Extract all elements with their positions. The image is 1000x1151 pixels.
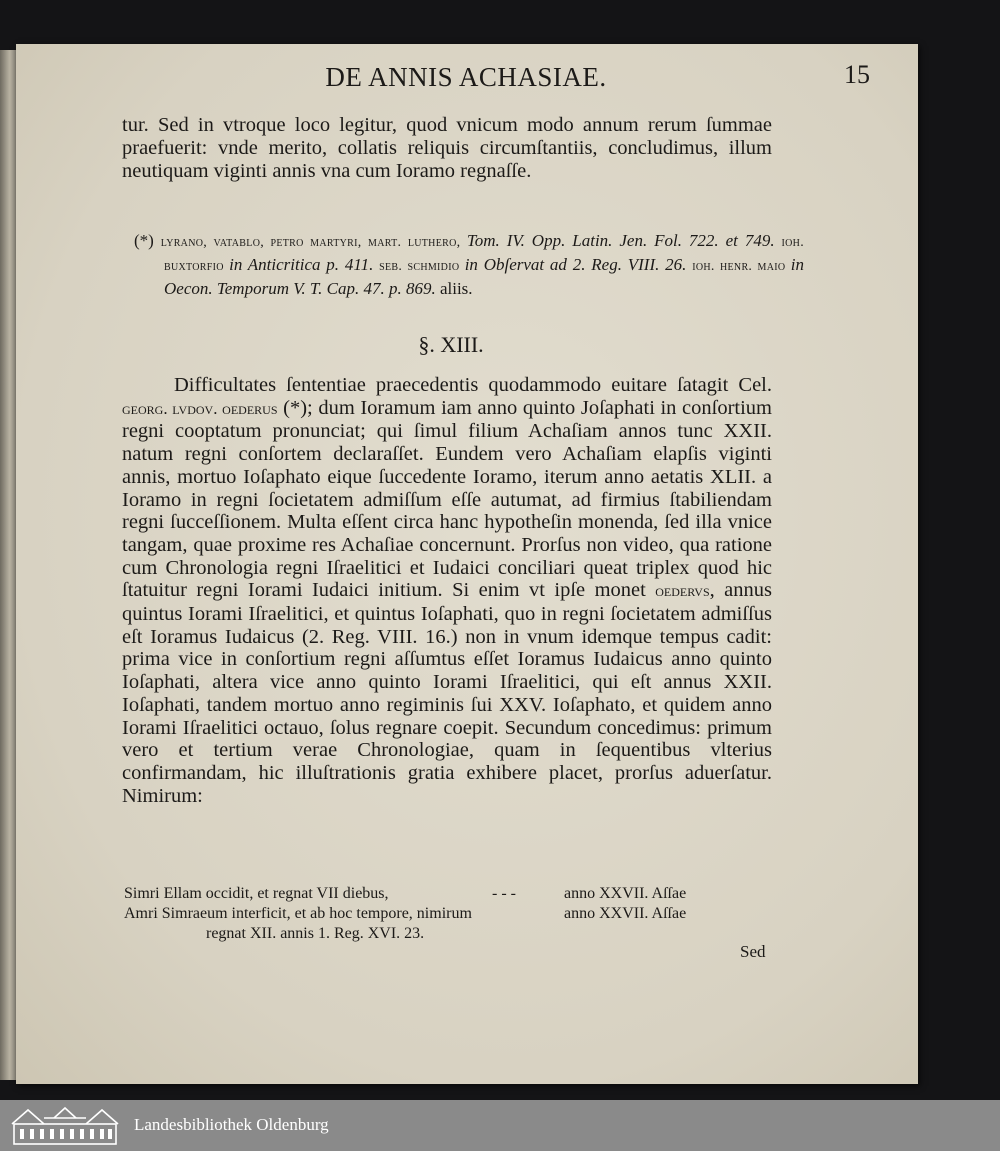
book-page — [16, 44, 918, 1084]
text-run: seb. schmidio — [379, 259, 465, 274]
chronology-table — [124, 884, 724, 944]
library-building-icon — [8, 1104, 122, 1148]
text-run: in Obſervat ad 2. Reg. VIII. 26. — [464, 255, 693, 274]
library-name: Landesbibliothek Oldenburg — [134, 1115, 329, 1134]
facing-page-edge — [0, 50, 16, 1080]
table-row-leader: - - - — [492, 885, 516, 902]
text-run: in Oecon. Temporum V. T. Cap. 47. p. 869. — [164, 255, 805, 298]
table-row-text: Amri Simraeum interficit, et ab hoc tempore, nimirum — [124, 905, 472, 922]
running-head: DE ANNIS ACHASIAE. — [325, 62, 607, 92]
table-row-continuation: regnat XII. annis 1. Reg. XVI. 23. — [206, 925, 425, 942]
paragraph-1 — [122, 114, 772, 183]
paragraph-2 — [122, 374, 772, 807]
section-title: §. XIII. — [418, 332, 484, 357]
paragraph-1-text: Sed in vtroque loco legitur, quod vnicum modo annum rerum ſummae praefuerit: vnde merito, collatis reliquis circumſtantiis, concludimus, illum neutiquam viginti annis vna cum Ioramo regnaſſe. — [122, 114, 773, 182]
footnote — [134, 230, 804, 300]
table-row — [124, 904, 724, 924]
text-run: lyrano, vatablo, petro martyri, mart. luthero, — [160, 235, 467, 250]
table-row — [124, 884, 724, 904]
text-run: georg. lvdov. oederus — [122, 398, 278, 418]
table-row-value: anno XXVII. Aſſae — [564, 905, 687, 922]
text-run: Tom. IV. Opp. Latin. Jen. Fol. 722. et 749. — [466, 231, 782, 250]
text-run: oedervs — [655, 581, 710, 601]
footnote-marker: (*) — [134, 231, 154, 250]
page-number: 15 — [844, 60, 870, 89]
paragraph-1-first-word: tur. — [122, 114, 149, 136]
text-run: ioh. buxtorfio — [164, 235, 804, 274]
table-row-text: Simri Ellam occidit, et regnat VII diebus, — [124, 885, 389, 902]
text-run: , annus quintus Iorami Iſraelitici, et quintus Ioſaphati, quo in regni ſocietatem admiſſus eſt Ioramus Iudaicus (2. Reg. VIII. 16.) non in vnum idemque tempus cadit: prima vice in conſortium regni aſſumtus eſſet Ioramus Iudaicus anno quinto Ioſaphati, altera vice anno quinto Iorami Iſraelitici, qui eſt annus XXII. Ioſaphati, tandem mortuo anno regiminis ſui XXV. Ioſaphato, et quidem anno Iorami Iſraelitici octauo, ſolus regnare coepit. Secundum concedimus: primum vero et tertium verae Chronologiae, quam in ſequentibus vlterius confirmandam, hic illuſtrationis gratia exhibere placet, prorſus aduerſatur. Nimirum: — [122, 579, 773, 807]
text-run: in Anticritica p. 411. — [229, 255, 380, 274]
text-run: aliis. — [439, 279, 473, 298]
footnote-text — [161, 231, 804, 298]
catchword: Sed — [740, 942, 766, 961]
footer-bar — [0, 1100, 1000, 1151]
text-run: (*); dum Ioramum iam anno quinto Joſaphati in conſortium regni cooptatum pronunciat; qui ſimul filium Achaſiam annos tunc XXII. natum regni conſortem declaraſſet. Eundem vero Achaſiam elapſis viginti annis, mortuo Ioſaphato eique ſuccedente Ioramo, iterum anno aetatis XLII. a Ioramo in regni ſocietatem admiſſum eſſe autumat, ad firmius ſtabiliendam regni ſucceſſionem. Multa eſſent circa hanc hypotheſin monenda, ſed illa vnice tangam, quae proxime res Achaſiae concernunt. Prorſus non video, qua ratione cum Chronologia regni Iſraelitici et Iudaici conciliari queat triplex quod hic ſtatuitur regni Iorami Iudaici initium. Si enim vt ipſe monet — [122, 396, 772, 602]
text-run: Difficultates ſententiae praecedentis quodammodo euitare ſatagit Cel. — [174, 374, 772, 396]
table-row-value: anno XXVII. Aſſae — [564, 885, 687, 902]
text-run: ioh. henr. maio — [692, 259, 791, 274]
